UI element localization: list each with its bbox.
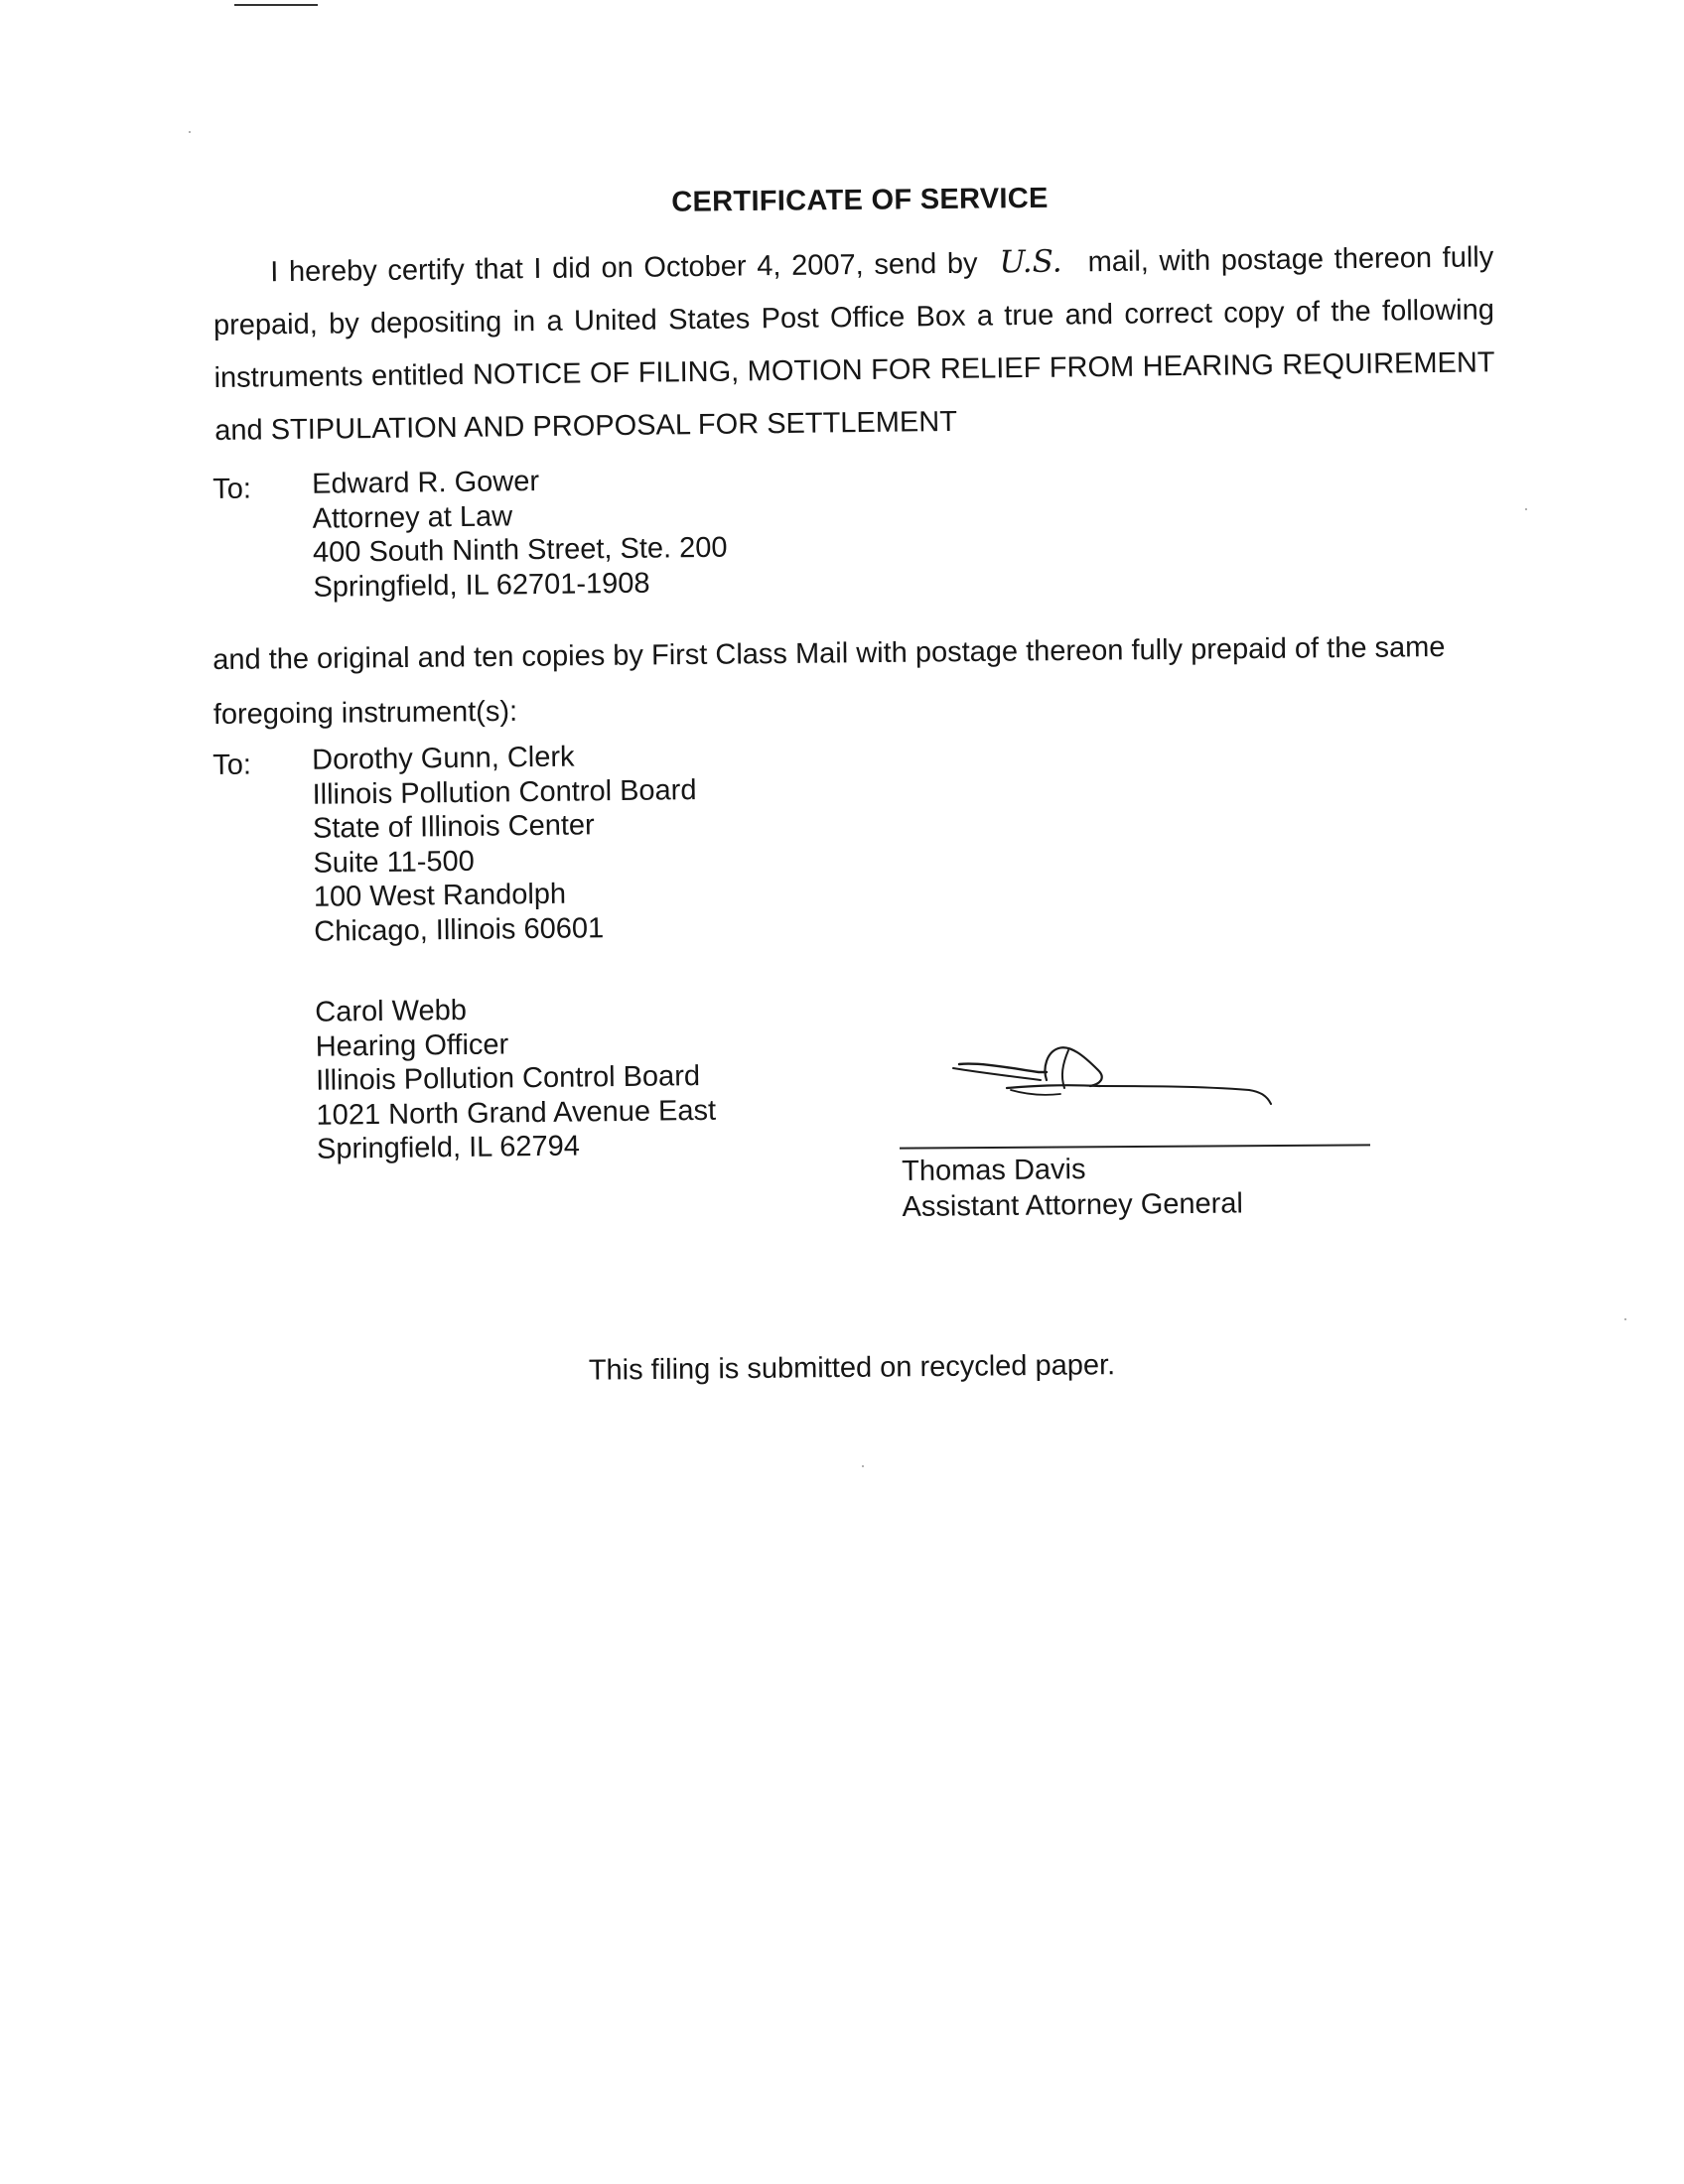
intro-text: I hereby certify that I did on October 4, 2007, send by xyxy=(270,247,978,289)
address-line: Dorothy Gunn, Clerk xyxy=(312,741,575,776)
address-line: Springfield, IL 62794 xyxy=(316,1130,581,1165)
address-line: Hearing Officer xyxy=(315,1027,509,1063)
to-label: To: xyxy=(212,749,252,781)
address-line: 1021 North Grand Avenue East xyxy=(316,1094,717,1132)
address-line: Springfield, IL 62701-1908 xyxy=(313,567,650,604)
address-line: 100 West Randolph xyxy=(313,878,567,913)
address-line: Chicago, Illinois 60601 xyxy=(314,911,605,948)
scan-speck xyxy=(189,131,191,133)
signer-info xyxy=(902,1150,1243,1225)
document-title: CERTIFICATE OF SERVICE xyxy=(671,182,1049,218)
intro-text-continued: mail, with postage thereon fully prepaid, by depositing in a United States Post Office Box a true and correct copy of the following instruments entitled NOTICE OF FILING, MOTION FOR RELIEF FROM HEARING REQUIREMENT and STIPULATION AND PROPOSAL FOR SETTLEMENT xyxy=(212,241,1495,447)
original-copies-paragraph: and the original and ten copies by First Class Mail with postage thereon fully prepaid of the same foregoing instrument(s): xyxy=(212,631,1446,731)
recycled-paper-note: This filing is submitted on recycled paper. xyxy=(588,1349,1116,1387)
signature-line xyxy=(900,1144,1370,1149)
signature-block xyxy=(900,1042,1376,1241)
address-line: State of Illinois Center xyxy=(312,809,595,845)
address-line: Suite 11-500 xyxy=(313,845,475,880)
scan-speck xyxy=(1525,508,1527,510)
address-line: Illinois Pollution Control Board xyxy=(312,773,697,811)
address-line: 400 South Ninth Street, Ste. 200 xyxy=(312,531,728,569)
handwritten-signature xyxy=(951,1042,1289,1142)
to-label: To: xyxy=(212,473,252,505)
handwritten-mail-type: U.S. xyxy=(999,243,1062,281)
address-line: Illinois Pollution Control Board xyxy=(315,1060,701,1097)
signer-name: Thomas Davis xyxy=(902,1154,1086,1187)
address-line: Carol Webb xyxy=(315,994,468,1028)
scan-mark xyxy=(234,4,318,6)
signer-title: Assistant Attorney General xyxy=(902,1187,1244,1223)
scan-speck xyxy=(1624,1318,1626,1320)
certification-paragraph xyxy=(212,230,1496,458)
hearing-officer-address xyxy=(315,991,717,1166)
clerk-address xyxy=(312,739,698,949)
first-recipient-address xyxy=(312,463,728,605)
scan-speck xyxy=(862,1465,864,1467)
address-line: Attorney at Law xyxy=(312,499,513,535)
address-line: Edward R. Gower xyxy=(312,465,540,500)
